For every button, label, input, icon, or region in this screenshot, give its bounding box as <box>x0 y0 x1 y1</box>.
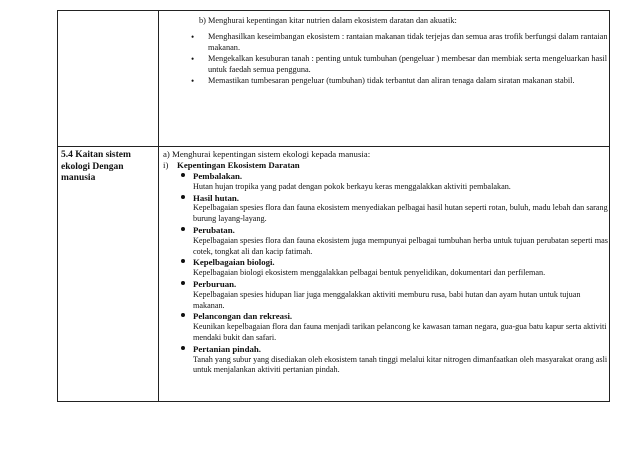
content-table <box>57 10 610 402</box>
bullet-dot <box>181 346 185 350</box>
item-description: Hutan hujan tropika yang padat dengan pokok berkayu keras menggalakkan aktiviti pembalakan. <box>193 181 511 191</box>
list-item <box>181 171 609 193</box>
topic-heading: 5.4 Kaitan sistem ekologi Dengan manusia <box>61 150 131 183</box>
topic-list <box>159 171 609 376</box>
subsection-title-text: Kepentingan Ekosistem Daratan <box>177 160 300 170</box>
item-title: Pembalakan. <box>193 171 243 181</box>
item-title: Hasil hutan. <box>193 192 239 203</box>
bullet-dot <box>181 281 185 285</box>
item-description: Tanah yang subur yang disediakan oleh ekosistem tanah tinggi melalui kitar nitrogen dimanfaatkan oleh masyarakat orang asli untuk menjalankan aktiviti pertanian pindah. <box>193 354 608 375</box>
empty-topic-cell <box>58 11 159 147</box>
bullet-dot <box>181 313 185 317</box>
item-title: Pertanian pindah. <box>193 343 261 354</box>
list-item-text: Memastikan tumbesaran pengeluar (tumbuhan) tidak terbantut dan aliran tenaga dalam siratan makanan stabil. <box>208 76 575 86</box>
content-cell <box>159 147 610 402</box>
list-item <box>181 257 609 279</box>
topic-cell <box>58 147 159 402</box>
item-description: Kepelbagaian spesies hidupan liar juga menggalakkan aktiviti memburu rusa, babi hutan dan ayam hutan untuk tujuan makanan. <box>193 289 581 310</box>
list-item <box>191 32 609 53</box>
list-item <box>181 344 609 376</box>
item-description: Kepelbagaian spesies flora dan fauna ekosistem menyediakan pelbagai hasil hutan seperti rotan, buluh, madu lebah dan sarang burung layang-layang. <box>193 203 608 224</box>
bullet-dot <box>181 227 185 231</box>
item-title: Kepelbagaian biologi. <box>193 257 275 268</box>
bullet-marker: • <box>191 32 195 42</box>
section-b-intro: b) Menghurai kepentingan kitar nutrien dalam ekosistem daratan dan akuatik: <box>199 16 457 25</box>
item-description: Kepelbagaian spesies flora dan fauna ekosistem juga mempunyai pelbagai tumbuhan herba untuk tujuan perubatan seperti mas cotek, tongkat ali dan kacip fatimah. <box>193 235 608 256</box>
table-row <box>58 11 610 147</box>
bullet-dot <box>181 259 185 263</box>
list-item-text: Mengekalkan kesuburan tanah : penting untuk tumbuhan (pengeluar ) membesar dan membiak serta mengeluarkan hasil untuk faedah semua pengguna. <box>208 54 608 74</box>
subsection-title <box>159 160 609 171</box>
bullet-dot <box>181 195 185 199</box>
list-item <box>191 76 609 87</box>
table-row <box>58 147 610 402</box>
subsection-number: i) <box>163 160 169 170</box>
bullet-list <box>159 32 609 87</box>
item-title: Perburuan. <box>193 278 237 289</box>
content-cell <box>159 11 610 147</box>
list-item <box>181 225 609 257</box>
item-description: Kepelbagaian biologi ekosistem menggalakkan pelbagai bentuk penyelidikan, dokumentari dan perfileman. <box>193 268 546 278</box>
section-a-line: a) Menghurai kepentingan sistem ekologi kepada manusia: <box>163 149 371 159</box>
bullet-marker: • <box>191 54 195 65</box>
list-item <box>181 279 609 311</box>
bullet-marker: • <box>191 76 195 87</box>
item-title: Pelancongan dan rekreasi. <box>193 311 293 322</box>
list-item <box>181 193 609 225</box>
list-item <box>181 311 609 343</box>
item-description: Keunikan kepelbagaian flora dan fauna menjadi tarikan pelancong ke kawasan taman negara, gua-gua batu kapur serta aktiviti mendaki bukit dan safari. <box>193 322 607 342</box>
bullet-dot <box>181 173 185 177</box>
list-item-text: Menghasilkan keseimbangan ekosistem : rantaian makanan tidak terjejas dan semua aras trofik berfungsi dalam rantaian makanan. <box>208 32 608 52</box>
list-item <box>191 54 609 75</box>
item-title: Perubatan. <box>193 224 235 235</box>
